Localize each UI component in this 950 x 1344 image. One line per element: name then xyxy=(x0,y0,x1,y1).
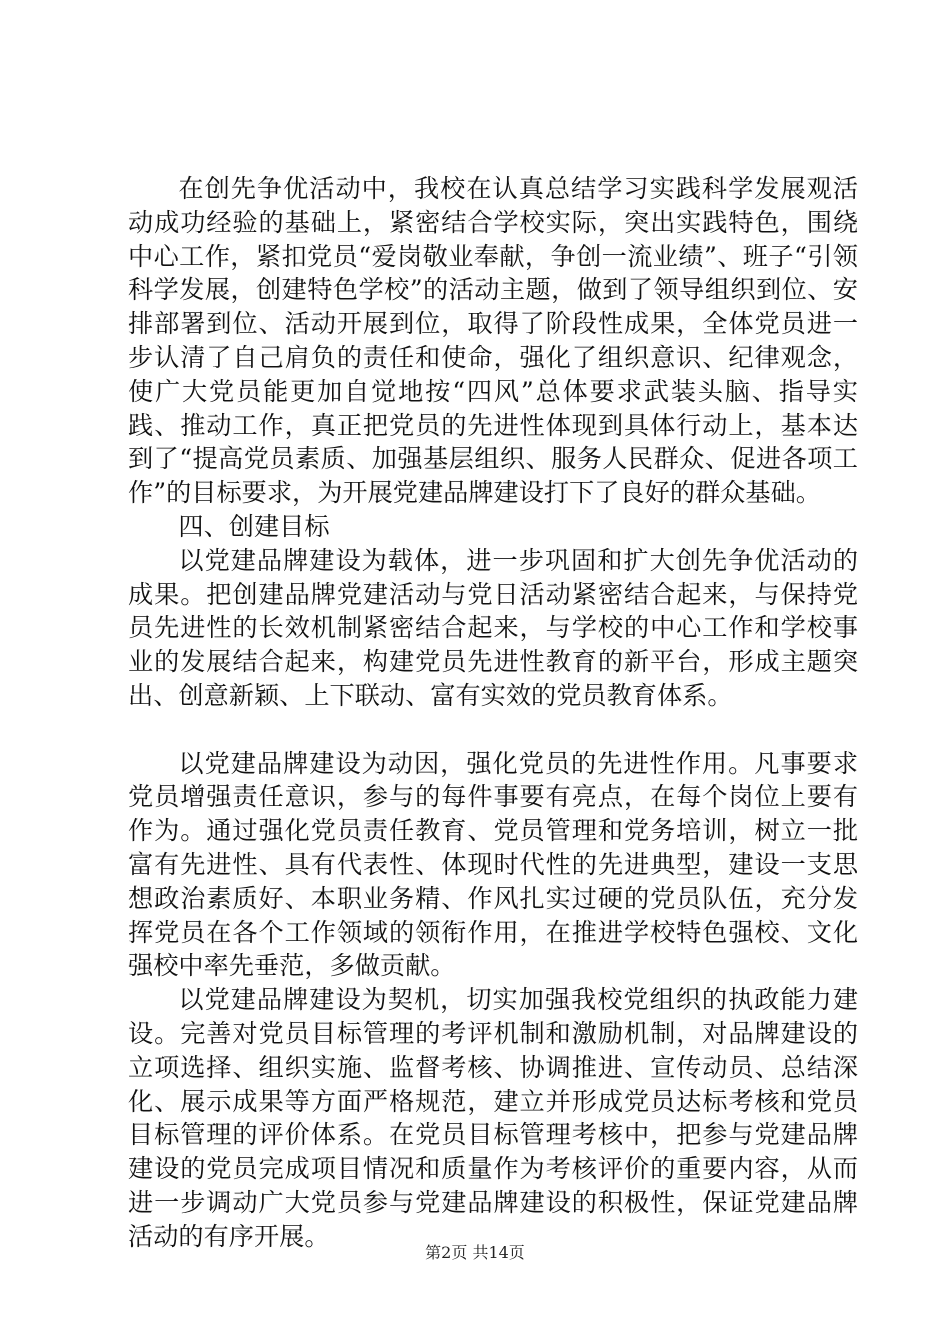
paragraph-achievements: 在创先争优活动中，我校在认真总结学习实践科学发展观活动成功经验的基础上，紧密结合学校实际，突出实践特色，围绕中心工作，紧扣党员“爱岗敬业奉献，争创一流业绩”、班子“引领科学发展，创建特色学校”的活动主题，做到了领导组织到位、安排部署到位、活动开展到位，取得了阶段性成果，全体党员进一步认清了自己肩负的责任和使命，强化了组织意识、纪律观念，使广大党员能更加自觉地按“四风”总体要求武装头脑、指导实践、推动工作，真正把党员的先进性体现到具体行动上，基本达到了“提高党员素质、加强基层组织、服务人民群众、促进各项工作”的目标要求，为开展党建品牌建设打下了良好的群众基础。 xyxy=(128,174,858,508)
paragraph-goal-carrier: 以党建品牌建设为载体，进一步巩固和扩大创先争优活动的成果。把创建品牌党建活动与党日活动紧密结合起来，与保持党员先进性的长效机制紧密结合起来，与学校的中心工作和学校事业的发展结合起来，构建党员先进性教育的新平台，形成主题突出、创意新颖、上下联动、富有实效的党员教育体系。 xyxy=(128,545,858,710)
page-footer: 第2页 共14页 xyxy=(425,1243,525,1262)
paragraph-spacer xyxy=(128,713,858,747)
document-body xyxy=(128,172,858,1254)
section-heading-goals: 四、创建目标 xyxy=(178,511,330,541)
paragraph-goal-opportunity: 以党建品牌建设为契机，切实加强我校党组织的执政能力建设。完善对党员目标管理的考评机制和激励机制，对品牌建设的立项选择、组织实施、监督考核、协调推进、宣传动员、总结深化、展示成果等方面严格规范，建立并形成党员达标考核和党员目标管理的评价体系。在党员目标管理考核中，把参与党建品牌建设的党员完成项目情况和质量作为考核评价的重要内容，从而进一步调动广大党员参与党建品牌建设的积极性，保证党建品牌活动的有序开展。 xyxy=(128,985,858,1251)
paragraph-goal-motivation: 以党建品牌建设为动因，强化党员的先进性作用。凡事要求党员增强责任意识，参与的每件事要有亮点，在每个岗位上要有作为。通过强化党员责任教育、党员管理和党务培训，树立一批富有先进性、具有代表性、体现时代性的先进典型，建设一支思想政治素质好、本职业务精、作风扎实过硬的党员队伍，充分发挥党员在各个工作领域的领衔作用，在推进学校特色强校、文化强校中率先垂范，多做贡献。 xyxy=(128,748,858,981)
